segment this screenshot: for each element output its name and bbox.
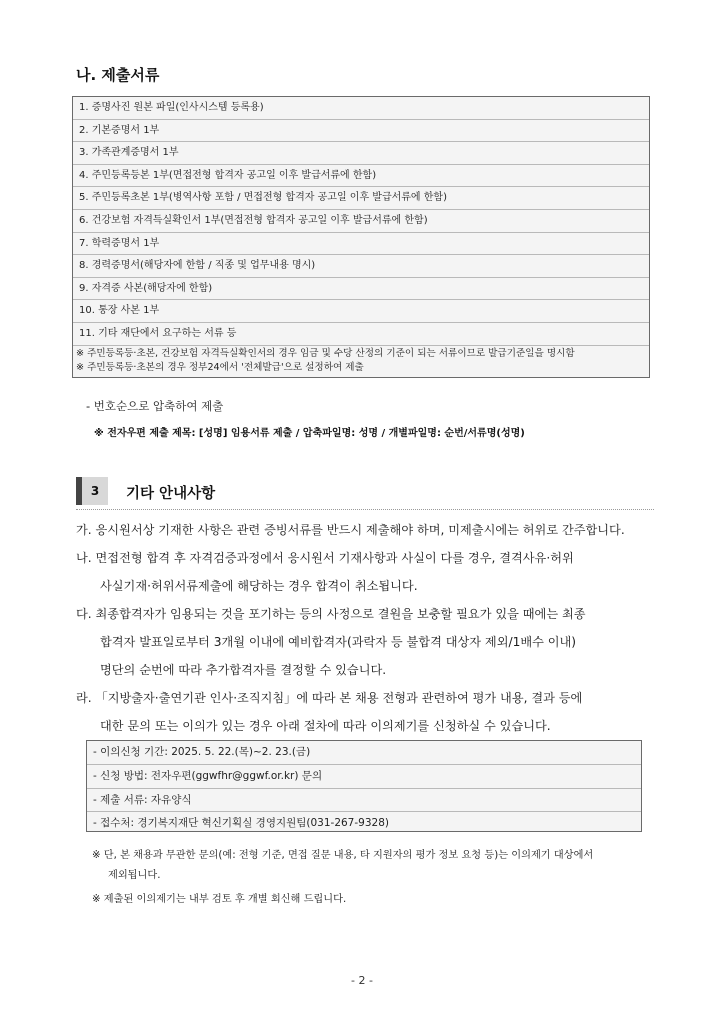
compress-instruction: - 번호순으로 압축하여 제출	[86, 399, 224, 413]
footnote-line: ※ 단, 본 채용과 무관한 문의(예: 전형 기준, 면접 질문 내용, 타 지원자의 평가 정보 요청 등)는 이의제기 대상에서	[92, 850, 594, 861]
paragraph-ra	[76, 684, 656, 740]
section-title-documents: 나. 제출서류	[76, 66, 160, 84]
objection-method: - 신청 방법: 전자우편(ggwfhr@ggwf.or.kr) 문의	[87, 765, 641, 789]
list-item: 6. 건강보험 자격득실확인서 1부(면접전형 합격자 공고일 이후 발급서류에 한함)	[73, 210, 649, 233]
list-item: 2. 기본증명서 1부	[73, 120, 649, 143]
objection-contact: - 접수처: 경기복지재단 혁신기획실 경영지원팀(031-267-9328)	[93, 817, 389, 830]
objection-documents: - 제출 서류: 자유양식	[87, 789, 641, 813]
footnote-exclusion	[92, 846, 593, 886]
list-item: 3. 가족관계증명서 1부	[73, 142, 649, 165]
paragraph-line: 명단의 순번에 따라 추가합격자를 결정할 수 있습니다.	[100, 663, 387, 677]
list-item: 10. 통장 사본 1부	[73, 300, 649, 323]
footnote-line: 제외됩니다.	[108, 870, 161, 881]
objection-period: - 이의신청 기간: 2025. 5. 22.(목)~2. 23.(금)	[87, 741, 641, 765]
paragraph-da	[76, 600, 656, 684]
paragraph-ga	[76, 516, 656, 544]
section-number: 3	[82, 477, 108, 505]
paragraph-line: 사실기재·허위서류제출에 해당하는 경우 합격이 취소됩니다.	[100, 579, 418, 593]
note-line: ※ 주민등록등·초본, 건강보험 자격득실확인서의 경우 임금 및 수당 산정의 기준이 되는 서류이므로 발급기준일을 명시함	[76, 347, 575, 359]
documents-notes	[73, 346, 649, 375]
list-item: 1. 증명사진 원본 파일(인사시스템 등록용)	[73, 97, 649, 120]
objection-info-box	[86, 740, 642, 832]
paragraph-line: 라. 「지방출자·출연기관 인사·조직지침」에 따라 본 채용 전형과 관련하여 평가 내용, 결과 등에	[76, 691, 583, 705]
section-title-other-info: 기타 안내사항	[126, 486, 216, 502]
paragraph-line: 대한 문의 또는 이의가 있는 경우 아래 절차에 따라 이의제기를 신청하실 수 있습니다.	[100, 719, 551, 733]
paragraph-line: 가. 응시원서상 기재한 사항은 관련 증빙서류를 반드시 제출해야 하며, 미제출시에는 허위로 간주합니다.	[76, 523, 625, 537]
paragraph-line: 합격자 발표일로부터 3개월 이내에 예비합격자(과락자 등 불합격 대상자 제외/1배수 이내)	[100, 635, 577, 649]
documents-list-box	[72, 96, 650, 378]
list-item: 5. 주민등록초본 1부(병역사항 포함 / 면접전형 합격자 공고일 이후 발급서류에 한함)	[73, 187, 649, 210]
paragraph-na	[76, 544, 656, 600]
email-submission-note: ※ 전자우편 제출 제목: [성명] 임용서류 제출 / 압축파일명: 성명 / 개별파일명: 순번/서류명(성명)	[94, 428, 525, 439]
footnote-reply: ※ 제출된 이의제기는 내부 검토 후 개별 회신해 드립니다.	[92, 894, 347, 905]
note-line: ※ 주민등록등·초본의 경우 정부24에서 '전체발급'으로 설정하여 제출	[76, 361, 364, 373]
paragraph-line: 다. 최종합격자가 임용되는 것을 포기하는 등의 사정으로 결원을 보충할 필요가 있을 때에는 최종	[76, 607, 586, 621]
list-item: 9. 자격증 사본(해당자에 한함)	[73, 278, 649, 301]
list-item: 4. 주민등록등본 1부(면접전형 합격자 공고일 이후 발급서류에 한함)	[73, 165, 649, 188]
list-item: 8. 경력증명서(해당자에 한함 / 직종 및 업무내용 명시)	[73, 255, 649, 278]
page-number: - 2 -	[351, 974, 373, 987]
section-divider	[76, 509, 654, 510]
list-item: 11. 기타 재단에서 요구하는 서류 등	[73, 323, 649, 346]
paragraph-line: 나. 면접전형 합격 후 자격검증과정에서 응시원서 기재사항과 사실이 다를 경우, 결격사유·허위	[76, 551, 574, 565]
list-item: 7. 학력증명서 1부	[73, 233, 649, 256]
